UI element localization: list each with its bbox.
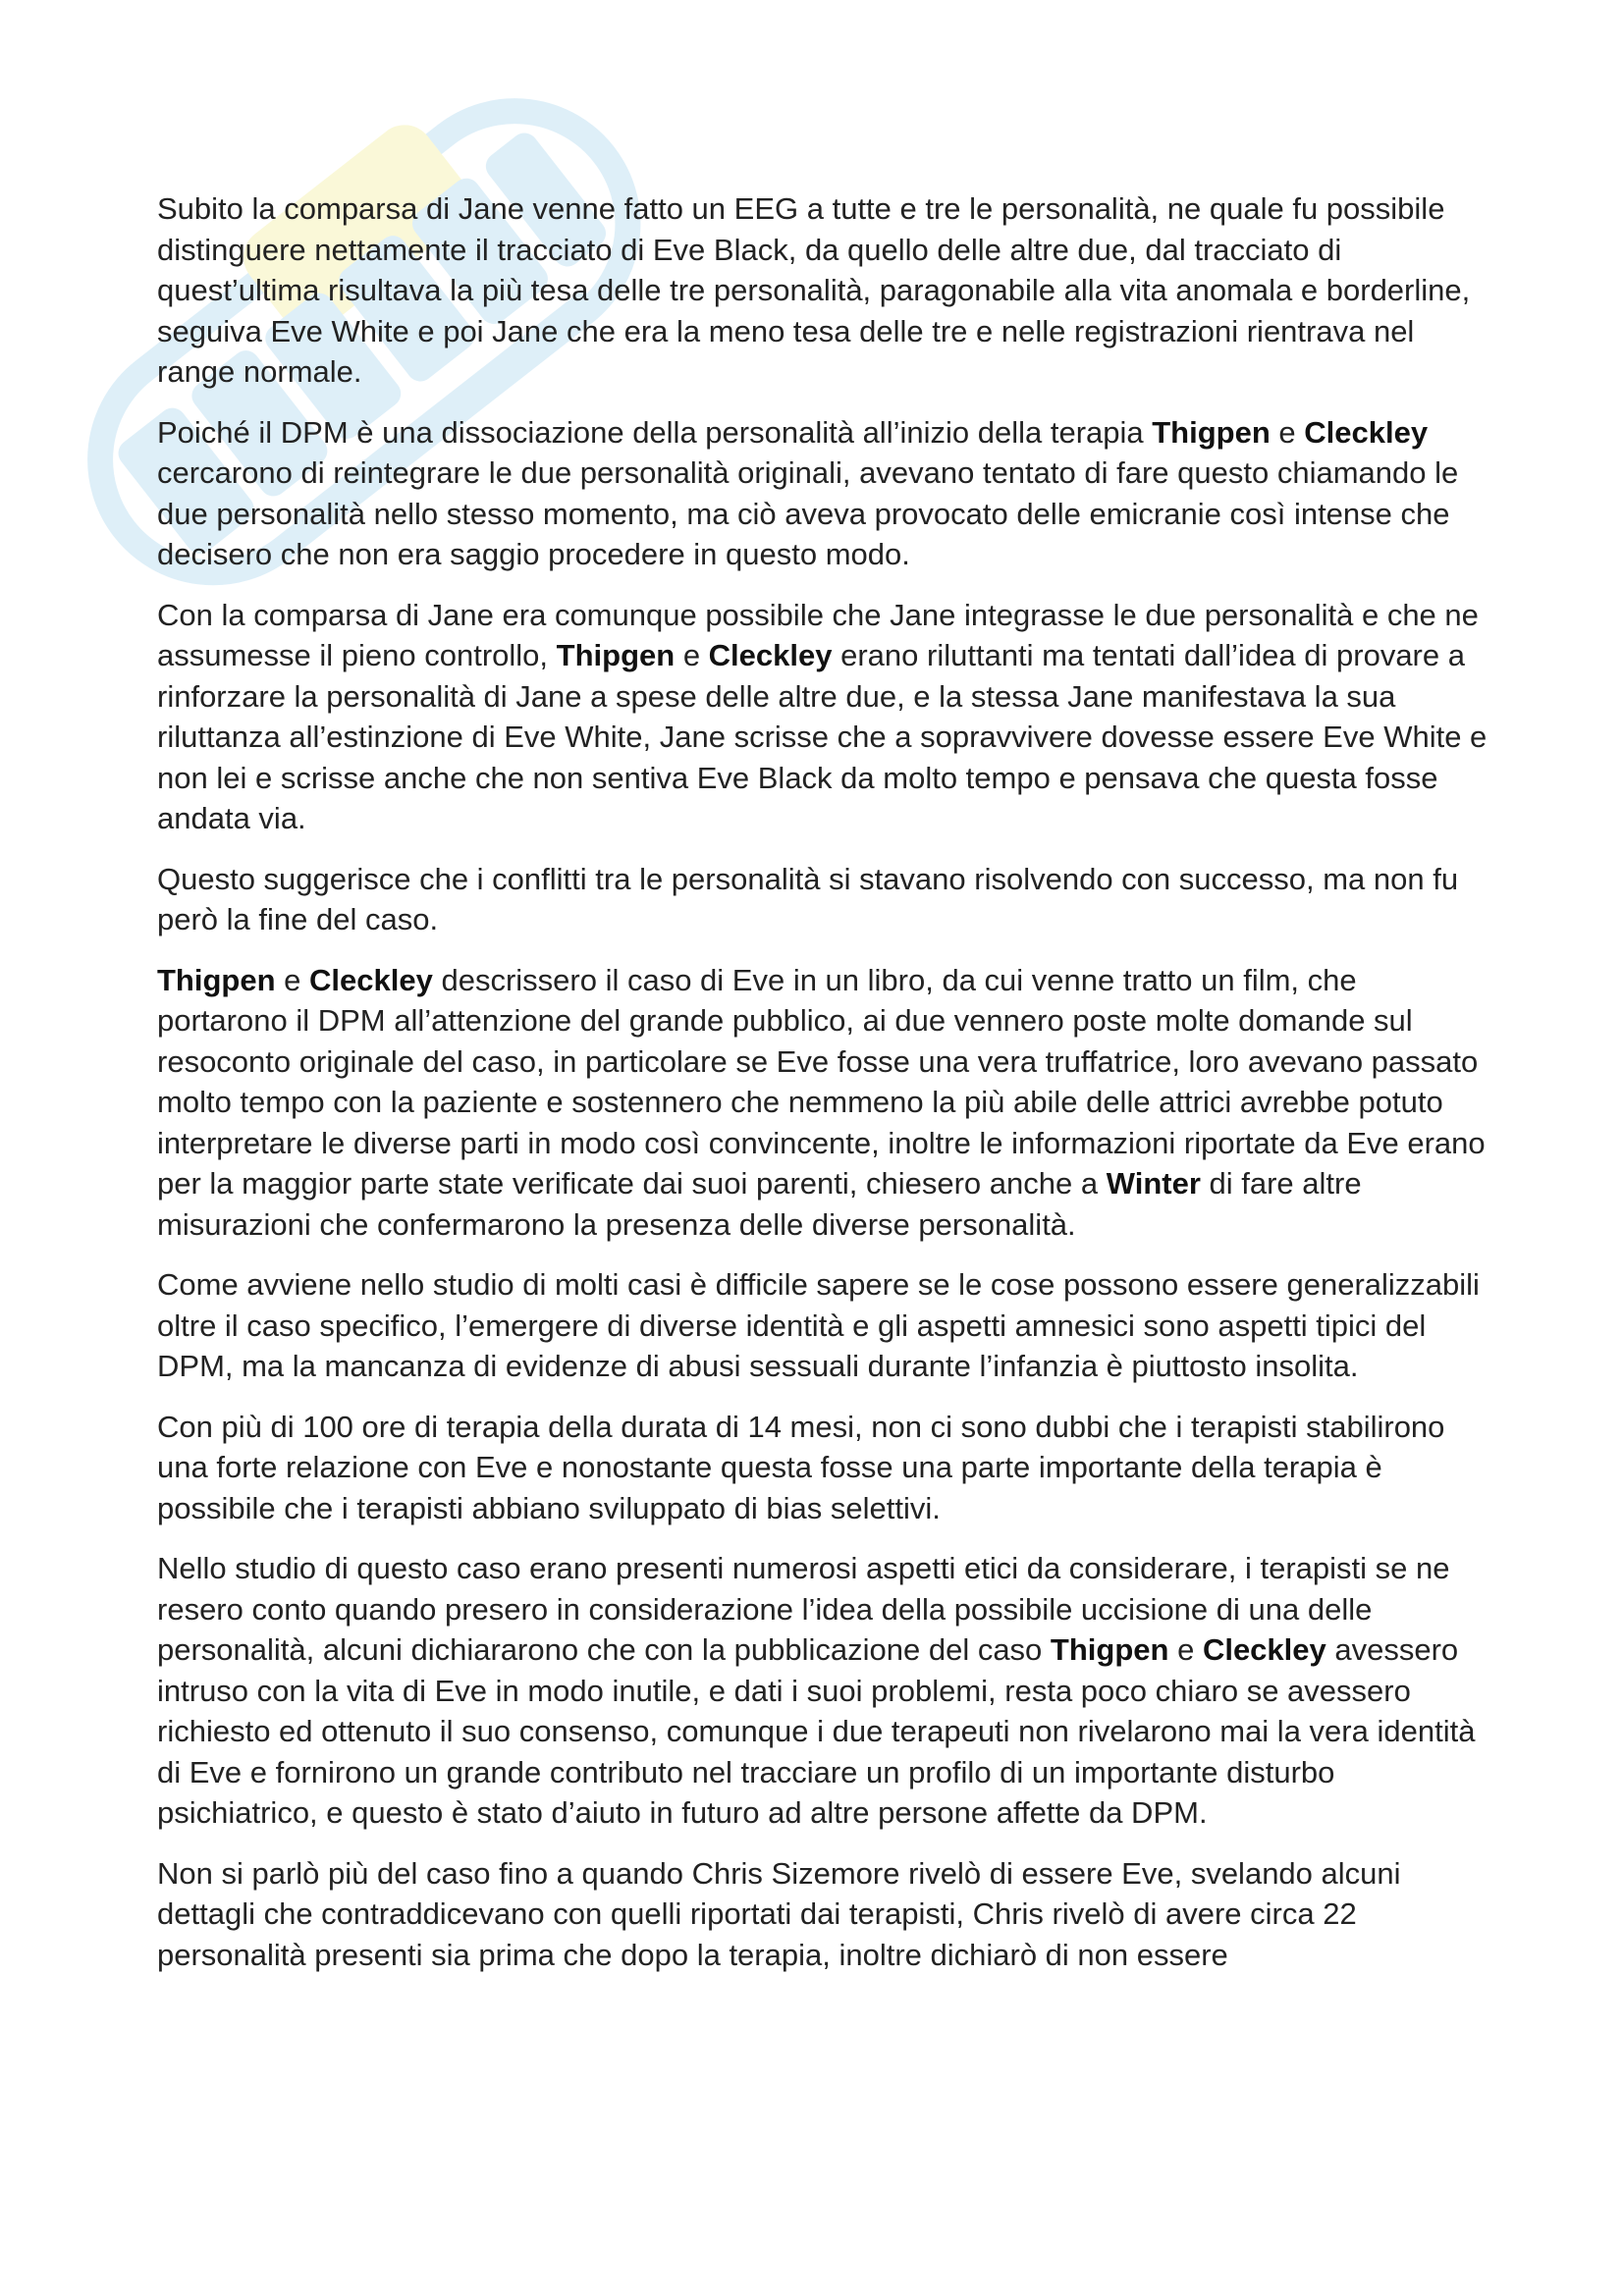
text-segment: descrissero il caso di Eve in un libro, da cui venne tratto un film, che portarono il DPM all’attenzione del grande pubblico, ai due vennero poste molte domande sul resoconto originale del caso, in particolare se Eve fosse una vera truffatrice, loro avevano passato molto tempo con la paziente e sostennero che nemmeno la più abile delle attrici avrebbe potuto interpretare le diverse parti in modo così convincente, inoltre le informazioni riportate da Eve erano per la maggior parte state verificate dai suoi parenti, chiesero anche a [157, 962, 1486, 1201]
paragraph-sizemore [157, 1853, 1492, 1976]
bold-name-text: Thipgen [556, 638, 676, 672]
text-segment: Poiché il DPM è una dissociazione della personalità all’inizio della terapia [157, 414, 1153, 450]
text-segment: e [675, 638, 709, 672]
text-segment: Subito la comparsa di Jane venne fatto un EEG a tutte e tre le personalità, ne quale fu possibile distinguere nettamente il tracciato di Eve Black, da quello delle altre due, dal tracciato di quest’ultima risultava la più tesa delle tre personalità, paragonabile alla vita anomala e borderline, seguiva Eve White e poi Jane che era la meno tesa delle tre e nelle registrazioni rientrava nel range normale. [157, 191, 1471, 389]
text-segment: e [275, 962, 310, 997]
paragraph-conflicts [157, 859, 1492, 940]
text-segment: Come avviene nello studio di molti casi è difficile sapere se le cose possono essere generalizzabili oltre il caso specifico, l’emergere di diverse identità e gli aspetti amnesici sono aspetti tipici del DPM, ma la mancanza di evidenze di abusi sessuali durante l’infanzia è piuttosto insolita. [157, 1267, 1480, 1383]
text-segment: cercarono di reintegrare le due personalità originali, avevano tentato di fare questo chiamando le due personalità nello stesso momento, ma ciò aveva provocato delle emicranie così intense che decisero che non era saggio procedere in questo modo. [157, 455, 1459, 571]
paragraph-generalization [157, 1264, 1492, 1387]
bold-name-text: Winter [1106, 1166, 1201, 1201]
text-segment: Con più di 100 ore di terapia della durata di 14 mesi, non ci sono dubbi che i terapisti stabilirono una forte relazione con Eve e nonostante questa fosse una parte importante della terapia è possibile che i terapisti abbiano sviluppato di bias selettivi. [157, 1409, 1445, 1525]
text-segment: e [1270, 414, 1305, 450]
paragraph-reintegration [157, 412, 1492, 575]
text-segment: Con la comparsa di Jane era comunque possibile che Jane integrasse le due personalità e che ne assumesse il pieno controllo, [157, 597, 1479, 672]
bold-name-text: Cleckley [708, 638, 833, 672]
text-segment: avessero intruso con la vita di Eve in modo inutile, e dati i suoi problemi, resta poco chiaro se avessero richiesto ed ottenuto il suo consenso, comunque i due terapeuti non rivelarono mai la vera identità di Eve e fornirono un grande contributo nel tracciare un profilo di un importante disturbo psichiatrico, e questo è stato d’aiuto in futuro ad altre persone affette da DPM. [157, 1632, 1476, 1830]
text-segment: erano riluttanti ma tentati dall’idea di provare a rinforzare la personalità di Jane a spese delle altre due, e la stessa Jane manifestava la sua riluttanza all’estinzione di Eve White, Jane scrisse che a sopravvivere dovesse essere Eve White e non lei e scrisse anche che non sentiva Eve Black da molto tempo e pensava che questa fosse andata via. [157, 638, 1488, 835]
bold-name-text: Thigpen [1050, 1632, 1169, 1667]
bold-name-text: Cleckley [1304, 414, 1429, 450]
paragraph-book-film [157, 960, 1492, 1246]
bold-name-text: Thigpen [157, 962, 276, 997]
bold-name-text: Thigpen [1152, 414, 1271, 450]
text-segment: di fare altre misurazioni che confermarono la presenza delle diverse personalità. [157, 1166, 1362, 1242]
bold-name-text: Cleckley [309, 962, 433, 997]
paragraph-jane-integration [157, 595, 1492, 839]
bold-name-text: Cleckley [1202, 1632, 1326, 1667]
text-segment: e [1168, 1632, 1203, 1667]
text-segment: Questo suggerisce che i conflitti tra le personalità si stavano risolvendo con successo, ma non fu però la fine del caso. [157, 861, 1459, 936]
paragraph-ethics [157, 1548, 1492, 1834]
text-segment: Nello studio di questo caso erano presenti numerosi aspetti etici da considerare, i terapisti se ne resero conto quando presero in considerazione l’idea della possibile uccisione di una delle personalità, alcuni dichiararono che con la pubblicazione del caso [157, 1551, 1450, 1667]
text-segment: Non si parlò più del caso fino a quando Chris Sizemore rivelò di essere Eve, svelando alcuni dettagli che contraddicevano con quelli riportati dai terapisti, Chris rivelò di avere circa 22 personalità presenti sia prima che dopo la terapia, inoltre dichiarò di non essere [157, 1855, 1401, 1972]
document-body [157, 188, 1492, 1995]
paragraph-therapy-hours [157, 1407, 1492, 1529]
paragraph-eeg [157, 188, 1492, 393]
